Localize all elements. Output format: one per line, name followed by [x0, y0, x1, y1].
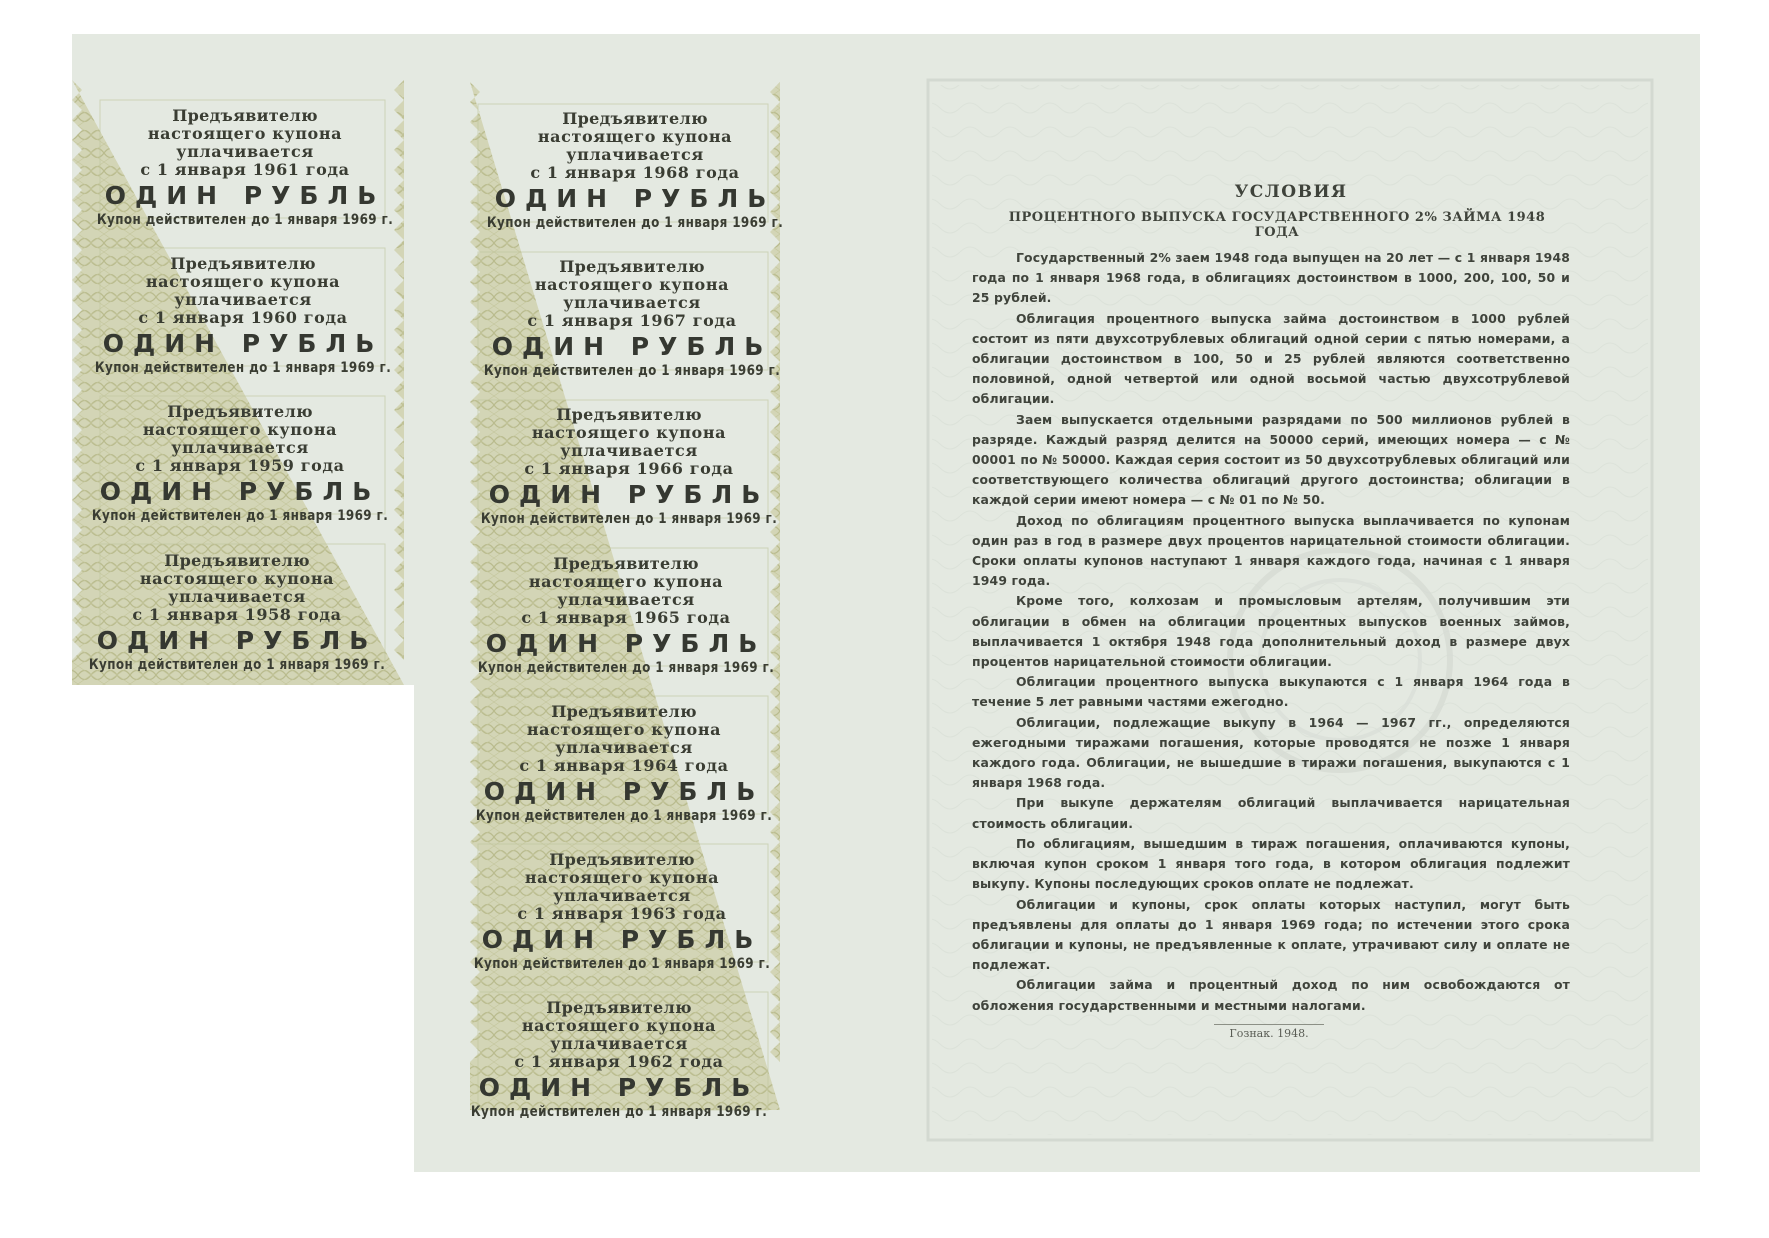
coupon-date: с 1 января 1959 года — [135, 456, 345, 475]
coupon-amount: ОДИН РУБЛЬ — [96, 626, 378, 655]
coupon-payable: настоящего купона уплачивается — [142, 420, 338, 457]
coupon-validity: Купон действителен до 1 января 1969 г. — [486, 215, 784, 231]
coupon-amount: ОДИН РУБЛЬ — [478, 1073, 760, 1102]
coupon-validity: Купон действителен до 1 января 1969 г. — [91, 508, 389, 524]
condition-paragraph: По облигациям, вышедшим в тираж погашения, оплачиваются купоны, включая купон сроком 1 января того года, в котором облигация подлежит выкупу. Купоны последующих сроков оплате не подлежат. — [972, 835, 1570, 892]
coupon-date: с 1 января 1962 года — [514, 1052, 724, 1071]
coupon-date: с 1 января 1965 года — [521, 608, 731, 627]
coupon-bearer: Предъявителю — [164, 551, 310, 570]
coupon-bearer: Предъявителю — [551, 702, 697, 721]
coupon-1962 — [454, 999, 784, 1121]
coupon-payable: настоящего купона уплачивается — [534, 275, 730, 312]
coupon-bearer: Предъявителю — [553, 554, 699, 573]
coupon-bearer: Предъявителю — [546, 998, 692, 1017]
coupon-amount: ОДИН РУБЛЬ — [494, 184, 776, 213]
coupon-date: с 1 января 1966 года — [524, 459, 734, 478]
coupon-bearer: Предъявителю — [562, 109, 708, 128]
coupon-amount: ОДИН РУБЛЬ — [488, 480, 770, 509]
conditions-subtitle: ПРОЦЕНТНОГО ВЫПУСКА ГОСУДАРСТВЕННОГО 2% ЗАЙМА 1948 ГОДА — [1008, 210, 1546, 240]
coupon-bearer: Предъявителю — [170, 254, 316, 273]
coupon-date: с 1 января 1964 года — [519, 756, 729, 775]
coupon-date: с 1 января 1963 года — [517, 904, 727, 923]
coupon-amount: ОДИН РУБЛЬ — [481, 925, 763, 954]
coupon-payable: настоящего купона уплачивается — [145, 272, 341, 309]
condition-paragraph: Государственный 2% заем 1948 года выпущен на 20 лет — с 1 января 1948 года по 1 января 1968 года, в облигациях достоинством в 1000, 200, 100, 50 и 25 рублей. — [972, 250, 1570, 306]
condition-paragraph: Облигация процентного выпуска займа достоинством в 1000 рублей состоит из пяти двухсотрублевых облигаций одной серии с пятью номерами, а облигации достоинством в 100, 50 и 25 рублей являются соответственно половиной, одной четвертой или одной восьмой частью двухсотрублевой облигации. — [972, 310, 1570, 407]
coupon-1968 — [470, 110, 800, 232]
coupon-bearer: Предъявителю — [559, 257, 705, 276]
coupon-amount: ОДИН РУБЛЬ — [491, 332, 773, 361]
coupon-amount: ОДИН РУБЛЬ — [99, 477, 381, 506]
coupon-bearer: Предъявителю — [549, 850, 695, 869]
coupon-1960 — [78, 255, 408, 377]
coupon-date: с 1 января 1961 года — [140, 160, 350, 179]
coupon-1965 — [461, 555, 791, 677]
coupon-payable: настоящего купона уплачивается — [147, 124, 343, 161]
coupon-1964 — [459, 703, 789, 825]
condition-paragraph: Облигации, подлежащие выкупу в 1964 — 1967 гг., определяются ежегодными тиражами погашения, которые проводятся не позже 1 января каждого года. Облигации, не вышедшие в тиражи погашения, выкупаются с 1 января 1968 года. — [972, 714, 1570, 791]
coupon-1959 — [75, 403, 405, 525]
coupon-validity: Купон действителен до 1 января 1969 г. — [94, 360, 392, 376]
coupon-1967 — [467, 258, 797, 380]
coupon-validity: Купон действителен до 1 января 1969 г. — [473, 956, 771, 972]
condition-paragraph: Доход по облигациям процентного выпуска выплачивается по купонам один раз в год в размере двух процентов нарицательной стоимости облигации. Сроки оплаты купонов наступают 1 января каждого года, начиная с 1 января 1949 года. — [972, 512, 1570, 589]
coupon-payable: настоящего купона уплачивается — [526, 720, 722, 757]
coupon-1961 — [80, 107, 410, 229]
printer-imprint: Гознак. 1948. — [1214, 1024, 1324, 1040]
coupon-bearer: Предъявителю — [172, 106, 318, 125]
coupon-validity: Купон действителен до 1 января 1969 г. — [477, 660, 775, 676]
coupon-1963 — [457, 851, 787, 973]
coupon-amount: ОДИН РУБЛЬ — [102, 329, 384, 358]
conditions-block — [972, 182, 1570, 1016]
coupon-payable: настоящего купона уплачивается — [537, 127, 733, 164]
condition-paragraph: Облигации и купоны, срок оплаты которых наступил, могут быть предъявлены для оплаты до 1 января 1969 года; по истечении этого срока облигации и купоны, не предъявленные к оплате, утрачивают силу и оплате не подлежат. — [972, 896, 1570, 973]
condition-paragraph: Заем выпускается отдельными разрядами по 500 миллионов рублей в разряде. Каждый разряд делится на 50000 серий, имеющих номера — с № 00001 по № 50000. Каждая серия состоит из 50 двухсотрублевых облигаций или соответствующего количества облигаций другого достоинства; облигации в каждой серии имеют номера — с № 01 по № 50. — [972, 411, 1570, 508]
coupon-date: с 1 января 1968 года — [530, 163, 740, 182]
coupon-date: с 1 января 1967 года — [527, 311, 737, 330]
coupon-1958 — [72, 552, 402, 674]
coupon-payable: настоящего купона уплачивается — [521, 1016, 717, 1053]
coupon-validity: Купон действителен до 1 января 1969 г. — [480, 511, 778, 527]
coupon-bearer: Предъявителю — [556, 405, 702, 424]
coupon-amount: ОДИН РУБЛЬ — [104, 181, 386, 210]
coupon-validity: Купон действителен до 1 января 1969 г. — [483, 363, 781, 379]
condition-paragraph: При выкупе держателям облигаций выплачивается нарицательная стоимость облигации. — [972, 795, 1570, 831]
coupon-bearer: Предъявителю — [167, 402, 313, 421]
conditions-title: УСЛОВИЯ — [1234, 182, 1348, 202]
condition-paragraph: Облигации займа и процентный доход по ним освобождаются от обложения государственными и местными налогами. — [972, 977, 1570, 1013]
coupon-1966 — [464, 406, 794, 528]
coupon-payable: настоящего купона уплачивается — [531, 423, 727, 460]
coupon-date: с 1 января 1960 года — [138, 308, 348, 327]
condition-paragraph: Облигации процентного выпуска выкупаются с 1 января 1964 года в течение 5 лет равными частями ежегодно. — [972, 674, 1570, 710]
coupon-amount: ОДИН РУБЛЬ — [485, 629, 767, 658]
coupon-validity: Купон действителен до 1 января 1969 г. — [475, 808, 773, 824]
coupon-validity: Купон действителен до 1 января 1969 г. — [88, 657, 386, 673]
coupon-payable: настоящего купона уплачивается — [524, 868, 720, 905]
condition-paragraph: Кроме того, колхозам и промысловым артелям, получившим эти облигации в обмен на облигации процентных выпусков военных займов, выплачивается 1 октября 1948 года дополнительный доход в размере двух процентов нарицательной стоимости облигации. — [972, 593, 1570, 670]
coupon-validity: Купон действителен до 1 января 1969 г. — [96, 212, 394, 228]
coupon-amount: ОДИН РУБЛЬ — [483, 777, 765, 806]
coupon-payable: настоящего купона уплачивается — [528, 572, 724, 609]
coupon-validity: Купон действителен до 1 января 1969 г. — [470, 1104, 768, 1120]
coupon-payable: настоящего купона уплачивается — [139, 569, 335, 606]
coupon-date: с 1 января 1958 года — [132, 605, 342, 624]
